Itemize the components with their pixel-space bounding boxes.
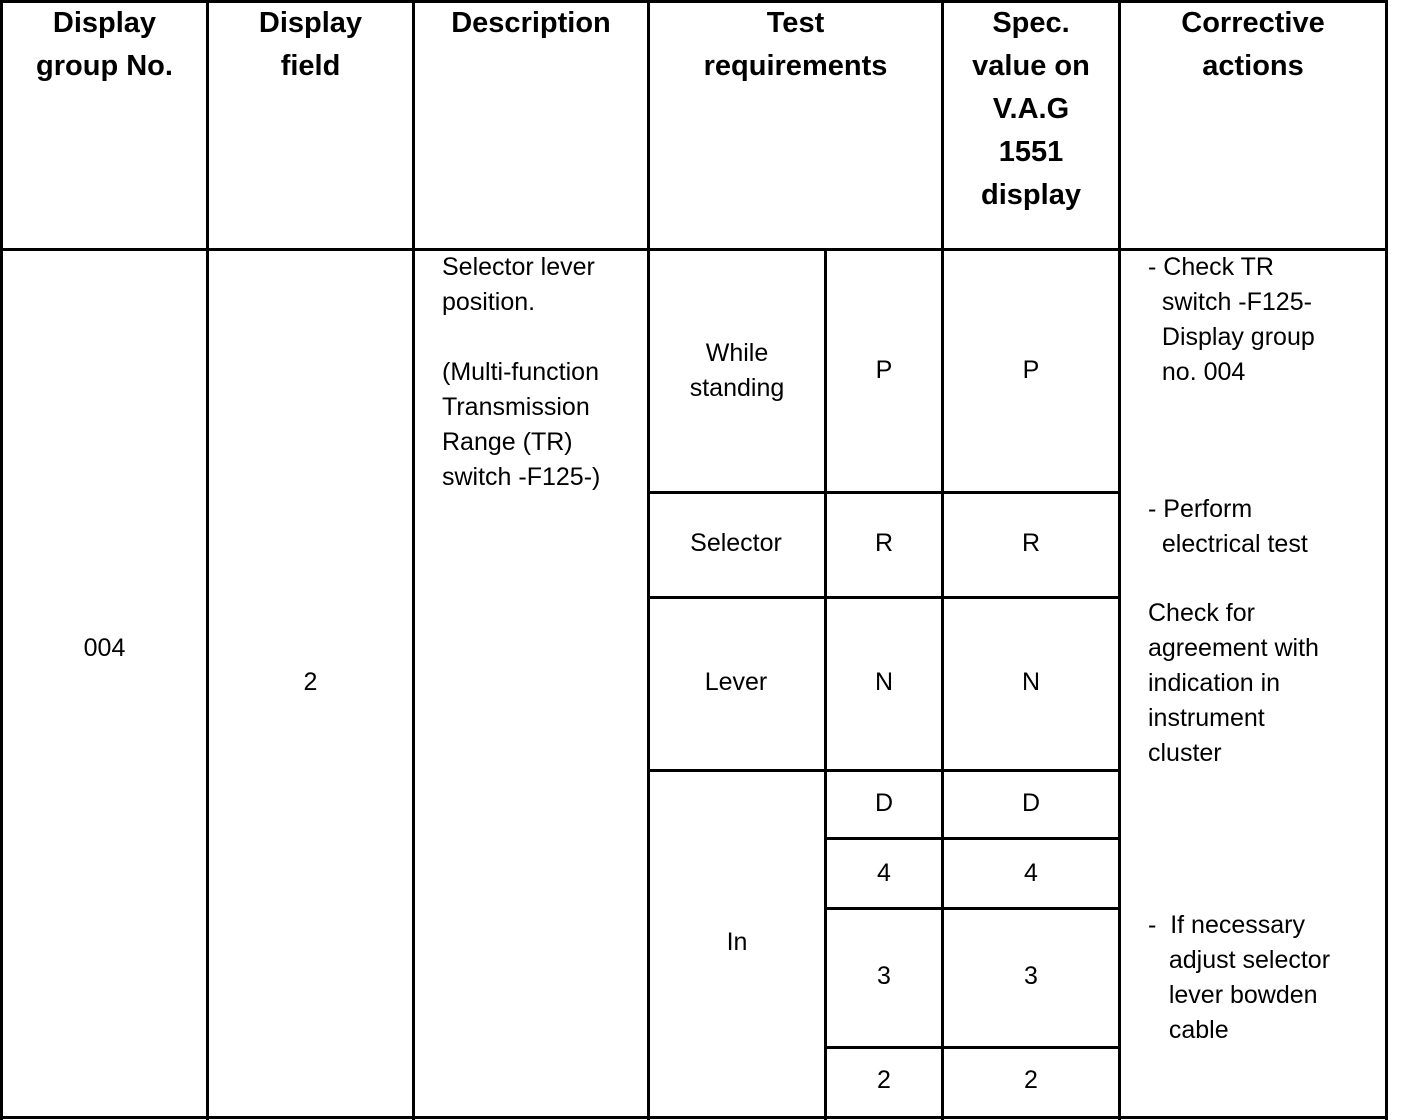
corrective-check-agreement: Check for agreement with indication in instrument cluster: [1148, 599, 1319, 767]
col-divider-1: [206, 0, 209, 1120]
condition-selector: Selector: [690, 529, 782, 557]
position-4: 4: [877, 859, 891, 887]
table-border-right: [1385, 0, 1388, 1120]
position-d: D: [874, 789, 894, 817]
col-divider-2: [412, 0, 415, 1120]
condition-lever: Lever: [704, 668, 768, 696]
row-divider-1: [648, 491, 1120, 494]
spec-value-d: D: [1021, 789, 1041, 817]
spec-value-3: 3: [1024, 962, 1038, 990]
row-divider-4: [825, 837, 1120, 840]
position-n: N: [874, 668, 894, 696]
spec-value-r: R: [1021, 529, 1041, 557]
cell-display-field: 2: [303, 668, 318, 696]
header-display-field: Display field: [258, 7, 363, 82]
cell-description: Selector lever position. (Multi-function Transmission Range (TR) switch -F125-): [442, 253, 601, 491]
position-2: 2: [877, 1066, 891, 1094]
cell-display-group-no: 004: [83, 634, 126, 662]
col-divider-5: [1118, 0, 1121, 1120]
corrective-adjust-cable: - If necessary adjust selector lever bowden cable: [1148, 911, 1331, 1044]
spec-value-2: 2: [1024, 1066, 1038, 1094]
position-3: 3: [877, 962, 891, 990]
position-r: R: [874, 529, 894, 557]
corrective-check-tr: - Check TR switch -F125- Display group no. 004: [1148, 253, 1315, 386]
spec-value-n: N: [1021, 668, 1041, 696]
table-border-left: [0, 0, 3, 1120]
header-display-group-no: Display group No.: [36, 7, 173, 82]
header-description: Description: [451, 7, 611, 39]
condition-in: In: [726, 928, 748, 956]
condition-while-standing: While standing: [689, 339, 785, 402]
position-p: P: [875, 356, 893, 384]
row-divider-6: [825, 1046, 1120, 1049]
spec-value-p: P: [1022, 356, 1040, 384]
header-spec-value: Spec. value on V.A.G 1551 display: [972, 7, 1090, 211]
row-divider-2: [648, 596, 1120, 599]
row-divider-5: [825, 907, 1120, 910]
corrective-perform-electrical-test: - Perform electrical test: [1148, 495, 1308, 558]
header-corrective-actions: Corrective actions: [1181, 7, 1325, 82]
spec-value-4: 4: [1024, 859, 1038, 887]
header-test-requirements: Test requirements: [703, 7, 888, 82]
row-divider-3: [648, 769, 1120, 772]
